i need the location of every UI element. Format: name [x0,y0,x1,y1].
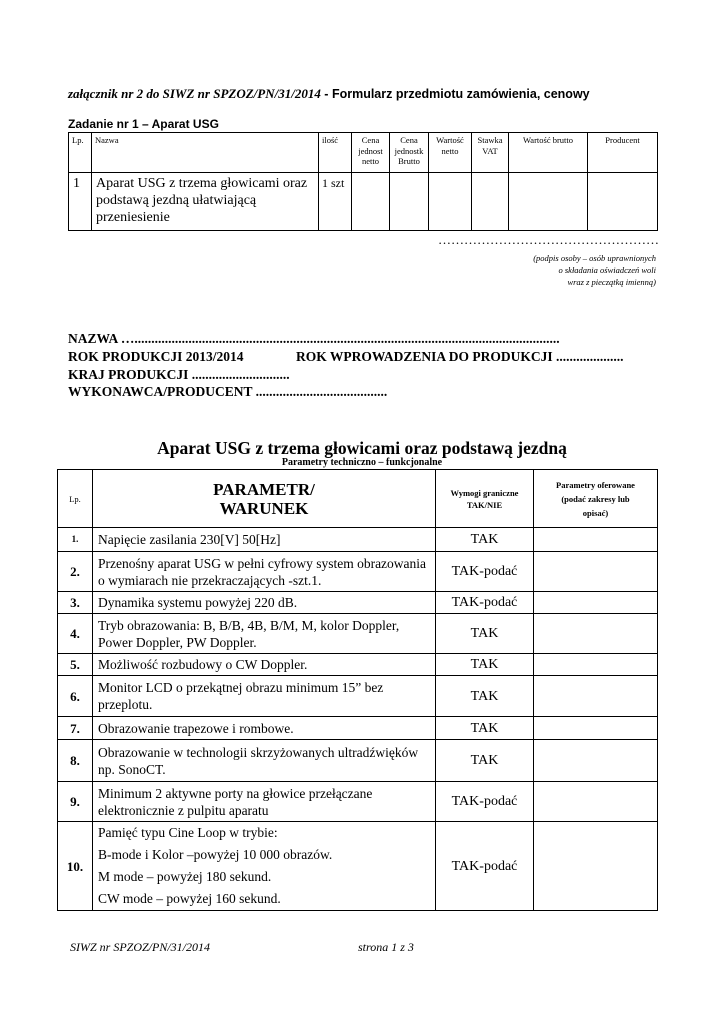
price-table-row [69,173,658,231]
document-header [68,86,590,102]
info-rok-produkcji: ROK PRODUKCJI 2013/2014 [68,349,244,364]
parameter-row [58,552,658,592]
page-number: strona 1 z 3 [358,940,414,954]
row-parameter [93,822,436,911]
row-offered-value[interactable] [534,654,658,676]
row-offered-value[interactable] [534,822,658,911]
cell-cena-brutto[interactable] [390,173,429,231]
row-number: 7. [58,717,93,740]
row-parameter: Minimum 2 aktywne porty na głowice przełączane elektronicznie z pulpitu aparatu [93,782,436,822]
header-form-title: Formularz przedmiotu zamówienia, cenowy [331,87,590,101]
row-number: 5. [58,654,93,676]
col-stawka-vat: Stawka VAT [472,133,509,173]
info-rok-wprowadzenia: ROK WPROWADZENIA DO PRODUKCJI .................... [296,349,624,364]
col-ilosc: ilość [319,133,352,173]
row-requirement: TAK [436,676,534,717]
info-kraj: KRAJ PRODUKCJI ............................. [68,367,290,382]
header-wymogi-line: TAK/NIE [466,499,503,510]
parameter-row [58,822,658,911]
row-requirement: TAK-podać [436,782,534,822]
parameter-table [57,469,658,911]
row-number: 10. [58,822,93,911]
signature-note-line: (podpis osoby – osób uprawnionych [533,253,656,263]
row-requirement: TAK [436,717,534,740]
row-number: 6. [58,676,93,717]
header-oferowane [534,470,658,528]
row-parameter-line: B-mode i Kolor –powyżej 10 000 obrazów. [98,847,333,862]
footer-ref: SIWZ nr SPZOZ/PN/31/2014 [70,940,211,954]
row-requirement: TAK [436,528,534,552]
parameter-row [58,740,658,782]
col-wartosc-brutto: Wartość brutto [509,133,588,173]
row-parameter: Monitor LCD o przekątnej obrazu minimum 15” bez przeplotu. [93,676,436,717]
parameter-row [58,614,658,654]
cell-wartosc-brutto[interactable] [509,173,588,231]
row-number: 2. [58,552,93,592]
col-cena-netto: Cena jednost netto [352,133,390,173]
row-number: 3. [58,592,93,614]
info-nazwa: NAZWA ….............................................................................................................................. [68,331,560,346]
main-subtitle: Parametry techniczno – funkcjonalne [281,457,443,468]
row-parameter: Obrazowanie trapezowe i rombowe. [93,717,436,740]
price-table [68,132,658,231]
parameter-row [58,528,658,552]
row-offered-value[interactable] [534,782,658,822]
row-requirement: TAK [436,654,534,676]
row-requirement: TAK [436,614,534,654]
header-attachment-ref: załącznik nr 2 do SIWZ nr SPZOZ/PN/31/2014 [68,86,321,101]
row-offered-value[interactable] [534,528,658,552]
parameter-row [58,592,658,614]
cell-wartosc-netto[interactable] [429,173,472,231]
col-nazwa: Nazwa [92,133,319,173]
cell-stawka-vat[interactable] [472,173,509,231]
header-wymogi [436,470,534,528]
header-parametr-line: WARUNEK [219,498,309,518]
row-offered-value[interactable] [534,552,658,592]
row-parameter: Dynamika systemu powyżej 220 dB. [93,592,436,614]
header-oferowane-line: opisać) [582,507,609,518]
row-offered-value[interactable] [534,717,658,740]
row-requirement: TAK [436,740,534,782]
row-parameter: Napięcie zasilania 230[V] 50[Hz] [93,528,436,552]
main-title: Aparat USG z trzema głowicami oraz podstawą jezdną [157,438,567,458]
info-wykonawca: WYKONAWCA/PRODUCENT ....................................... [68,384,388,399]
header-lp: Lp. [58,470,93,528]
header-separator: - [320,87,332,101]
parameter-row [58,717,658,740]
row-number: 8. [58,740,93,782]
header-oferowane-line: (podać zakresy lub [561,493,630,504]
row-number: 4. [58,614,93,654]
signature-note-line: wraz z pieczątką imienną) [567,277,656,287]
row-number: 1. [58,528,93,552]
parameter-row [58,676,658,717]
col-producent: Producent [588,133,658,173]
task-title: Zadanie nr 1 – Aparat USG [68,117,219,131]
cell-producent[interactable] [588,173,658,231]
row-parameter-line: CW mode – powyżej 160 sekund. [98,891,281,906]
row-offered-value[interactable] [534,614,658,654]
row-parameter: Tryb obrazowania: B, B/B, 4B, B/M, M, kolor Doppler, Power Doppler, PW Doppler. [93,614,436,654]
header-parametr [93,470,436,528]
signature-note [533,252,656,288]
row-number: 9. [58,782,93,822]
row-parameter-line: M mode – powyżej 180 sekund. [98,869,272,884]
row-qty: 1 szt [319,173,352,231]
col-wartosc-netto: Wartość netto [429,133,472,173]
signature-note-line: o składania oświadczeń woli [558,265,656,275]
cell-cena-netto[interactable] [352,173,390,231]
row-requirement: TAK-podać [436,592,534,614]
row-name: Aparat USG z trzema głowicami oraz podstawą jezdną ułatwiającą przeniesienie [92,173,319,231]
price-table-header [69,133,658,173]
row-parameter: Przenośny aparat USG w pełni cyfrowy system obrazowania o wymiarach nie przekraczających -szt.1. [93,552,436,592]
parameter-row [58,782,658,822]
row-parameter: Możliwość rozbudowy o CW Doppler. [93,654,436,676]
header-wymogi-line: Wymogi graniczne [450,487,519,498]
row-lp: 1 [69,173,92,231]
row-parameter-line: Pamięć typu Cine Loop w trybie: [98,825,278,840]
header-parametr-line: PARAMETR/ [213,479,315,499]
col-lp: Lp. [69,133,92,173]
parameter-table-header [58,470,658,528]
col-cena-brutto: Cena jednostk Brutto [390,133,429,173]
row-requirement: TAK-podać [436,552,534,592]
row-offered-value[interactable] [534,592,658,614]
row-parameter: Obrazowanie w technologii skrzyżowanych ultradźwięków np. SonoCT. [93,740,436,782]
signature-line: …………………………………………… [438,232,659,247]
header-oferowane-line: Parametry oferowane [556,479,635,490]
row-offered-value[interactable] [534,740,658,782]
row-requirement: TAK-podać [436,822,534,911]
parameter-row [58,654,658,676]
row-offered-value[interactable] [534,676,658,717]
